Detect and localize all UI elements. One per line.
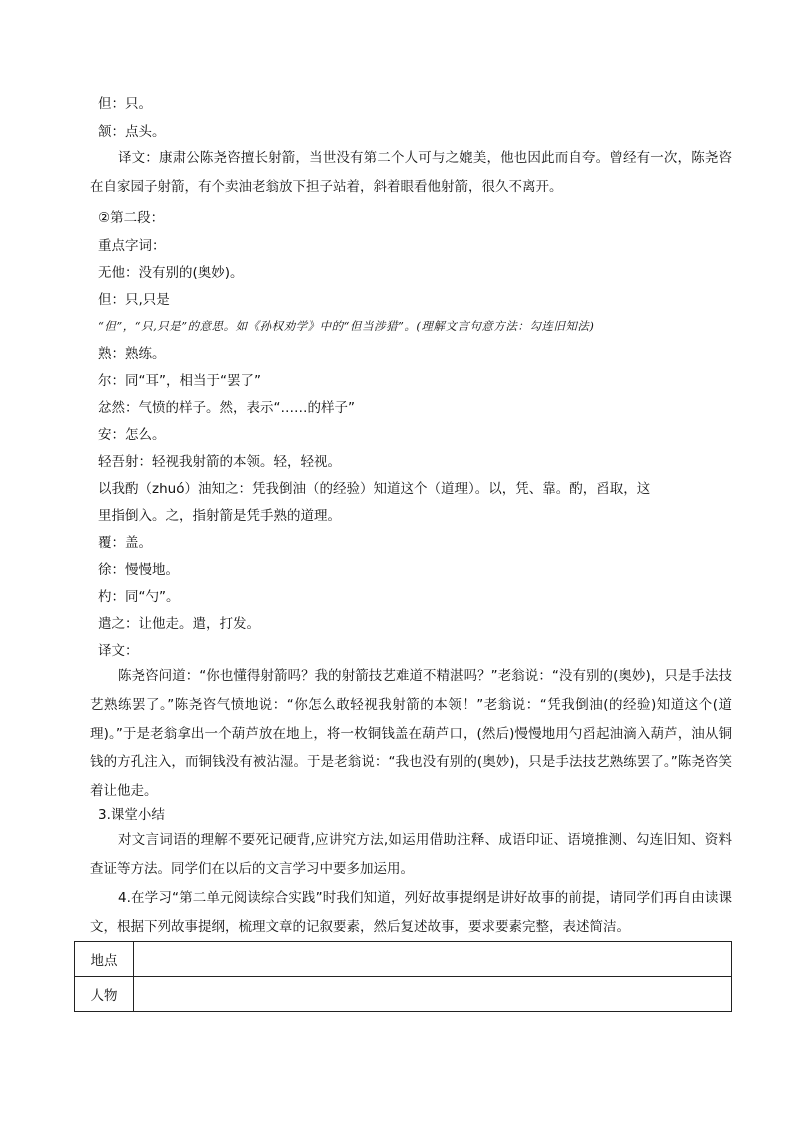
table-cell-value[interactable] <box>134 942 732 977</box>
definition-zhuoyou-2: 里指倒入。之，指射箭是凭手熟的道理。 <box>98 508 341 524</box>
method-note: “但”，“只,只是”的意思。如《孙权劝学》中的“但当涉猎”。(理解文言句意方法：勾连旧知法) <box>98 319 595 333</box>
definition-er: 尔：同“耳”，相当于“罢了” <box>98 373 261 389</box>
table-cell-label: 地点 <box>75 942 134 977</box>
table-cell-label: 人物 <box>75 977 134 1012</box>
translation-paragraph-2: 陈尧咨问道：“你也懂得射箭吗？我的射箭技艺难道不精湛吗？”老翁说：“没有别的(奥妙)，只是手法技艺熟练罢了。”陈尧咨气愤地说：“你怎么敢轻视我射箭的本领！”老翁说：“凭我倒油(的经验)知道这个(道理)。”于是老翁拿出一个葫芦放在地上，将一枚铜钱盖在葫芦口，(然后)慢慢地用勺舀起油滴入葫芦，油从铜钱的方孔注入，而铜钱没有被沾湿。于是老翁说：“我也没有别的(奥妙)，只是手法技艺熟练罢了。”陈尧咨笑着让他走。 <box>90 668 732 800</box>
definition-wuta: 无他：没有别的(奥妙)。 <box>98 265 244 281</box>
table-row <box>75 942 732 977</box>
definition-fenran: 忿然：气愤的样子。然，表示“……的样子” <box>98 400 355 416</box>
section-heading-2: ②第二段： <box>98 210 165 226</box>
definition-fu: 覆：盖。 <box>98 535 152 551</box>
summary-title: 3.课堂小结 <box>98 807 165 823</box>
keywords-label: 重点字词： <box>98 238 166 254</box>
task-paragraph: 4.在学习“第二单元阅读综合实践”时我们知道，列好故事提纲是讲好故事的前提，请同学们再自由读课文，根据下列故事提纲，梳理文章的记叙要素，然后复述故事，要求要素完整，表述简洁。 <box>90 890 732 935</box>
summary-paragraph: 对文言词语的理解不要死记硬背,应讲究方法,如运用借助注释、成语印证、语境推测、勾连旧知、资料查证等方法。同学们在以后的文言学习中要多加运用。 <box>90 832 732 877</box>
definition-dan: 但：只。 <box>98 96 152 112</box>
definition-han: 颔：点头。 <box>98 124 166 140</box>
table-cell-value[interactable] <box>134 977 732 1012</box>
table-row <box>75 977 732 1012</box>
translation-paragraph-1: 译文：康肃公陈尧咨擅长射箭，当世没有第二个人可与之媲美，他也因此而自夸。曾经有一次，陈尧咨在自家园子射箭，有个卖油老翁放下担子站着，斜着眼看他射箭，很久不离开。 <box>90 150 732 195</box>
translation-label: 译文： <box>98 643 139 659</box>
definition-shao: 杓：同“勺”。 <box>98 589 180 605</box>
definition-dan-2: 但：只,只是 <box>98 292 170 308</box>
definition-zhuoyou-1: 以我酌（zhuó）油知之：凭我倒油（的经验）知道这个（道理）。以，凭、靠。酌，舀取，这 <box>98 481 651 497</box>
definition-qingwushe: 轻吾射：轻视我射箭的本领。轻，轻视。 <box>98 454 341 470</box>
definition-xu: 徐：慢慢地。 <box>98 562 179 578</box>
definition-an: 安：怎么。 <box>98 427 166 443</box>
definition-shu: 熟：熟练。 <box>98 346 166 362</box>
story-outline-table <box>74 941 732 1012</box>
definition-qianzhi: 遣之：让他走。遣，打发。 <box>98 616 260 632</box>
